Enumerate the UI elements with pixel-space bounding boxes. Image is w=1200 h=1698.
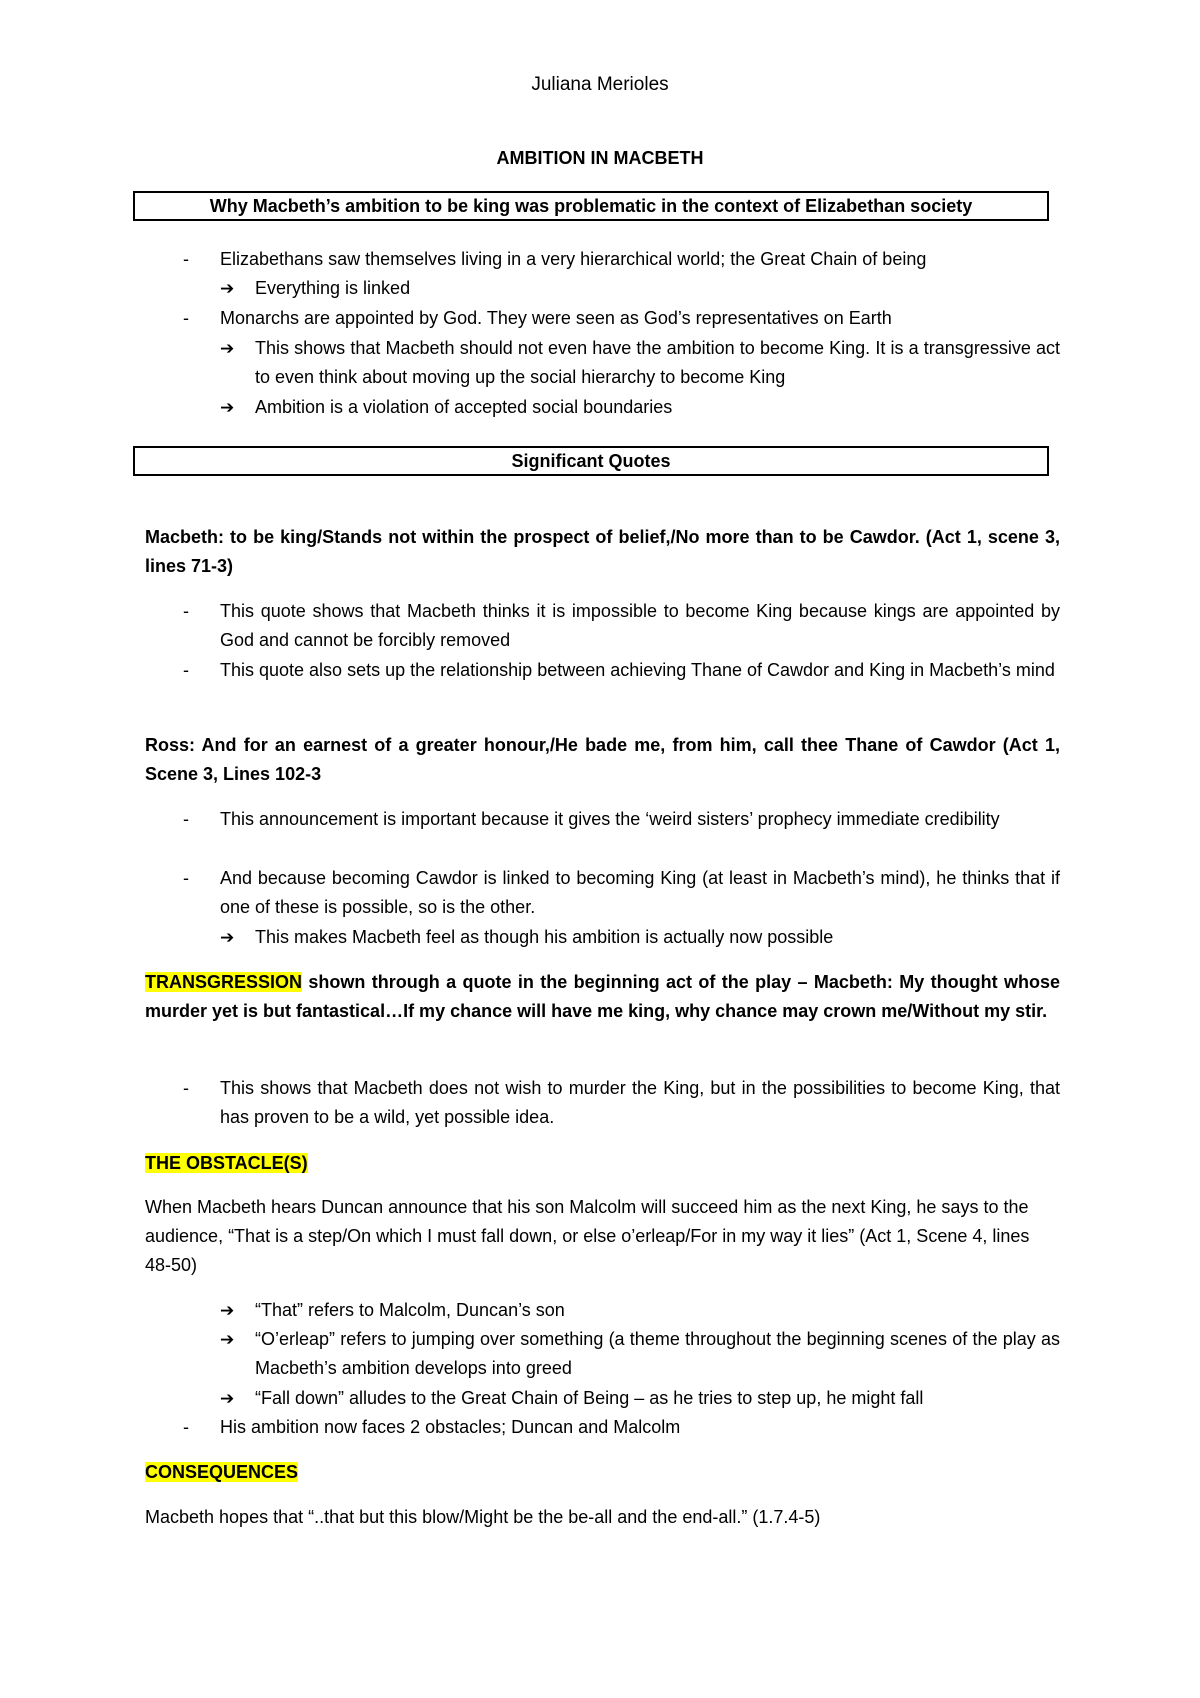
- consequences-heading-row: [145, 1458, 1060, 1487]
- dash-bullet: -: [183, 868, 189, 888]
- bullet-text: This quote also sets up the relationship between achieving Thane of Cawdor and King in Macbeth’s mind: [220, 660, 1055, 680]
- quote-macbeth: Macbeth: to be king/Stands not within the prospect of belief,/No more than to be Cawdor. (Act 1, scene 3, lines 71-3): [145, 527, 1060, 576]
- section-heading-quotes: Significant Quotes: [133, 446, 1049, 476]
- quote-ross: Ross: And for an earnest of a greater honour,/He bade me, from him, call thee Thane of Cawdor (Act 1, Scene 3, Lines 102-3: [145, 735, 1060, 784]
- bullet-text: This announcement is important because it gives the ‘weird sisters’ prophecy immediate credibility: [220, 809, 1000, 829]
- arrow-text: Everything is linked: [255, 278, 411, 298]
- section-heading-context: Why Macbeth’s ambition to be king was problematic in the context of Elizabethan society: [133, 191, 1049, 221]
- arrow-text: “Fall down” alludes to the Great Chain of Being – as he tries to step up, he might fall: [255, 1388, 924, 1408]
- arrow-icon: ➔: [220, 279, 235, 298]
- obstacles-heading-row: [145, 1149, 1060, 1178]
- dash-bullet: -: [183, 308, 189, 328]
- transgression-label: TRANSGRESSION: [145, 972, 303, 992]
- arrow-icon: ➔: [220, 339, 235, 358]
- bullet-text: This quote shows that Macbeth thinks it is impossible to become King because kings are appointed by God and cannot be forcibly removed: [220, 601, 1060, 650]
- transgression-paragraph: [145, 968, 1060, 1026]
- bullet-text: This shows that Macbeth does not wish to murder the King, but in the possibilities to become King, that has proven to be a wild, yet possible idea.: [220, 1078, 1060, 1127]
- bullet-text: His ambition now faces 2 obstacles; Duncan and Malcolm: [220, 1417, 681, 1437]
- dash-bullet: -: [183, 1078, 189, 1098]
- document-title: AMBITION IN MACBETH: [496, 148, 704, 168]
- bullet-text: Monarchs are appointed by God. They were seen as God’s representatives on Earth: [220, 308, 892, 328]
- consequences-label: CONSEQUENCES: [145, 1462, 299, 1482]
- arrow-text: This makes Macbeth feel as though his ambition is actually now possible: [255, 927, 834, 947]
- bullet-text: And because becoming Cawdor is linked to becoming King (at least in Macbeth’s mind), he thinks that if one of these is possible, so is the other.: [220, 868, 1060, 917]
- arrow-icon: ➔: [220, 928, 235, 947]
- dash-bullet: -: [183, 809, 189, 829]
- arrow-text: Ambition is a violation of accepted social boundaries: [255, 397, 673, 417]
- arrow-icon: ➔: [220, 1301, 235, 1320]
- arrow-icon: ➔: [220, 398, 235, 417]
- dash-bullet: -: [183, 660, 189, 680]
- arrow-text: “O’erleap” refers to jumping over something (a theme throughout the beginning scenes of the play as Macbeth’s ambition develops into greed: [255, 1329, 1060, 1378]
- obstacles-paragraph: When Macbeth hears Duncan announce that his son Malcolm will succeed him as the next King, he says to the audience, “That is a step/On which I must fall down, or else o’erleap/For in my way it lies” (Act 1, Scene 4, lines 48-50): [145, 1197, 1030, 1275]
- dash-bullet: -: [183, 249, 189, 269]
- author-name: Juliana Merioles: [531, 74, 669, 95]
- arrow-icon: ➔: [220, 1389, 235, 1408]
- obstacles-label: THE OBSTACLE(S): [145, 1153, 308, 1173]
- arrow-icon: ➔: [220, 1330, 235, 1349]
- arrow-text: “That” refers to Malcolm, Duncan’s son: [255, 1300, 565, 1320]
- dash-bullet: -: [183, 601, 189, 621]
- bullet-text: Elizabethans saw themselves living in a very hierarchical world; the Great Chain of being: [220, 249, 927, 269]
- transgression-text: shown through a quote in the beginning act of the play – Macbeth: My thought whose murder yet is but fantastical…If my chance will have me king, why chance may crown me/Without my stir.: [145, 972, 1060, 1021]
- arrow-text: This shows that Macbeth should not even have the ambition to become King. It is a transgressive act to even think about moving up the social hierarchy to become King: [255, 338, 1060, 387]
- dash-bullet: -: [183, 1417, 189, 1437]
- consequences-paragraph: Macbeth hopes that “..that but this blow/Might be the be-all and the end-all.” (1.7.4-5): [145, 1507, 821, 1527]
